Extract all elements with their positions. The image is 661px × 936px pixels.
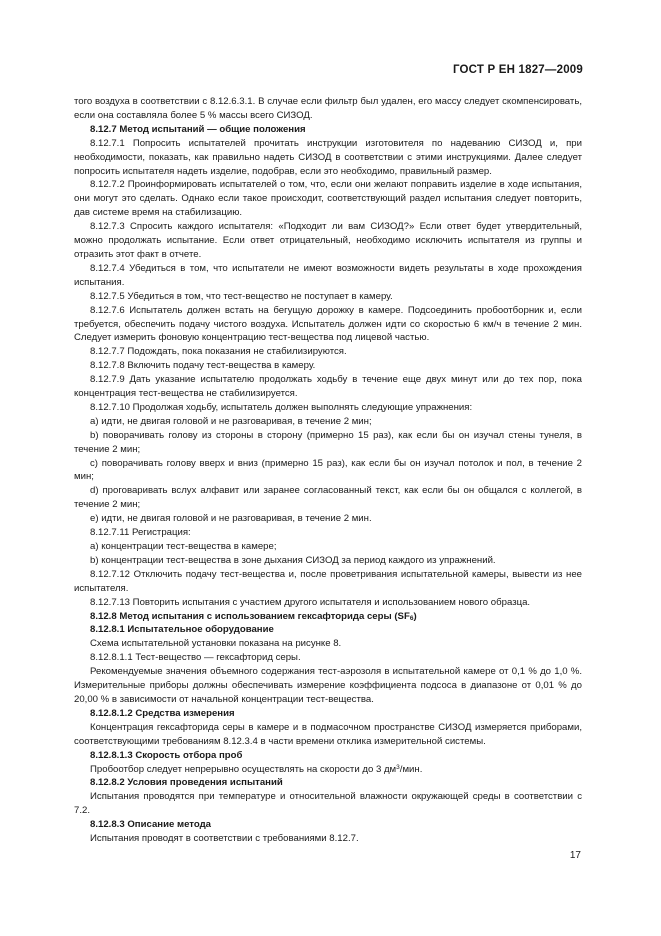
section-8-12-8-1 (74, 623, 582, 762)
paragraph: 8.12.7.3 Спросить каждого испытателя: «Подходит ли вам СИЗОД?» Если ответ будет утвердительный, можно продолжать испытание. Если ответ отрицательный, необходимо исключить испытателя из группы и отразить этот факт в отчете. (74, 221, 582, 260)
section-heading: 8.12.8.1.2 Средства измерения (90, 707, 235, 719)
paragraph-text: Пробоотбор следует непрерывно осуществлять на скорости до 3 дм (90, 763, 397, 775)
paragraph: 8.12.7.1 Попросить испытателей прочитать инструкции изготовителя по надеванию СИЗОД и, при необходимости, показать, как правильно надеть СИЗОД в соответствии с этими инструкциями. Далее следует попросить испытателя надеть изделие, подобрав, если это необходимо, правильный размер. (74, 137, 582, 177)
section-heading: 8.12.8.1.3 Скорость отбора проб (90, 749, 243, 761)
section-heading: 8.12.8.1 Испытательное оборудование (90, 624, 274, 636)
paragraph (74, 763, 582, 777)
section-heading: 8.12.7 Метод испытаний — общие положения (90, 123, 306, 135)
paragraph: Схема испытательной установки показана на рисунке 8. (90, 638, 342, 650)
paragraph: 8.12.8.1.1 Тест-вещество — гексафторид серы. (90, 652, 301, 664)
paragraph: 8.12.7.8 Включить подачу тест-вещества в камеру. (90, 360, 316, 372)
paragraph: c) поворачивать голову вверх и вниз (примерно 15 раз), как если бы он изучал потолок и пол, в течение 2 мин; (74, 457, 582, 483)
paragraph: 8.12.7.9 Дать указание испытателю продолжать ходьбу в течение еще двух минут или до тех пор, пока концентрация тест-вещества не стабилизируется. (74, 374, 582, 400)
heading-close: ) (413, 610, 417, 622)
unit-superscript: 3 (396, 763, 400, 771)
paragraph: a) концентрации тест-вещества в камере; (90, 541, 277, 552)
document-body (74, 95, 582, 846)
paragraph: 8.12.7.10 Продолжая ходьбу, испытатель должен выполнять следующие упражнения: (90, 401, 473, 413)
paragraph: 8.12.7.2 Проинформировать испытателей о том, что, если они желают поправить изделие в ходе испытания, они могут это сделать. Однако если такое происходит, соответствующий раздел испытания следует повторить, дав системе время на стабилизацию. (74, 179, 582, 219)
paragraph: 8.12.7.11 Регистрация: (90, 527, 191, 539)
section-heading: 8.12.8.3 Описание метода (90, 819, 212, 831)
paragraph-tail: /мин. (399, 763, 423, 775)
paragraph: 8.12.7.13 Повторить испытания с участием другого испытателя и использованием нового образца. (90, 596, 531, 608)
paragraph: Рекомендуемые значения объемного содержания тест-аэрозоля в испытательной камере от 0,1 % до 1,0 %. Измерительные приборы должны обеспечивать измерение коэффициента подсоса в диапазоне от 0,01 % до 20,00 % в зависимости от начальной концентрации тест-вещества. (74, 666, 582, 705)
document-header: ГОСТ Р ЕН 1827—2009 (452, 64, 583, 76)
paragraph: d) проговаривать вслух алфавит или заранее согласованный текст, как если бы он общался с коллегой, в течение 2 мин; (74, 485, 582, 511)
paragraph: того воздуха в соответствии с 8.12.6.3.1. В случае если фильтр был удален, его массу следует скомпенсировать, если она составляла более 5 % массы всего СИЗОД. (74, 96, 582, 121)
paragraph: 8.12.7.5 Убедиться в том, что тест-вещество не поступает в камеру. (90, 290, 393, 302)
paragraph: a) идти, не двигая головой и не разговаривая, в течение 2 мин; (90, 415, 372, 427)
section-8-12-7 (74, 95, 582, 610)
paragraph: 8.12.7.12 Отключить подачу тест-вещества и, после проветривания испытательной камеры, вывести из нее испытателя. (74, 568, 582, 594)
heading-subscript: 6 (409, 614, 414, 622)
page-number: 17 (569, 850, 581, 861)
paragraph: b) концентрации тест-вещества в зоне дыхания СИЗОД за период каждого из упражнений. (90, 554, 496, 566)
paragraph: 8.12.7.7 Подождать, пока показания не стабилизируются. (90, 346, 347, 358)
paragraph: 8.12.7.6 Испытатель должен встать на бегущую дорожку в камере. Подсоединить пробоотборник и, если требуется, обеспечить подачу чистого воздуха. Испытатель должен идти со скоростью 6 км/ч в течение 2 мин. Следует измерить фоновую концентрацию тест-вещества под лицевой частью. (74, 304, 582, 344)
paragraph: e) идти, не двигая головой и не разговаривая, в течение 2 мин. (90, 513, 372, 525)
section-heading-sf6 (74, 610, 582, 624)
heading-text: 8.12.8 Метод испытания с использованием гексафторида серы (SF (90, 610, 410, 622)
paragraph: Испытания проводятся при температуре и относительной влажности окружающей среды в соответствии с 7.2. (74, 791, 582, 817)
paragraph: Испытания проводят в соответствии с требованиями 8.12.7. (90, 833, 359, 845)
section-heading: 8.12.8.2 Условия проведения испытаний (90, 777, 283, 789)
paragraph: b) поворачивать голову из стороны в сторону (примерно 15 раз), как если бы он изучал стены тунеля, в течение 2 мин; (74, 429, 582, 455)
paragraph: Концентрация гексафторида серы в камере и в подмасочном пространстве СИЗОД измеряется приборами, соответствующими требованиям 8.12.3.4 в части времени отклика измерительной системы. (74, 721, 582, 747)
section-8-12-8-2 (74, 776, 582, 846)
paragraph: 8.12.7.4 Убедиться в том, что испытатели не имеют возможности видеть результаты в ходе прохождения испытания. (74, 262, 582, 288)
